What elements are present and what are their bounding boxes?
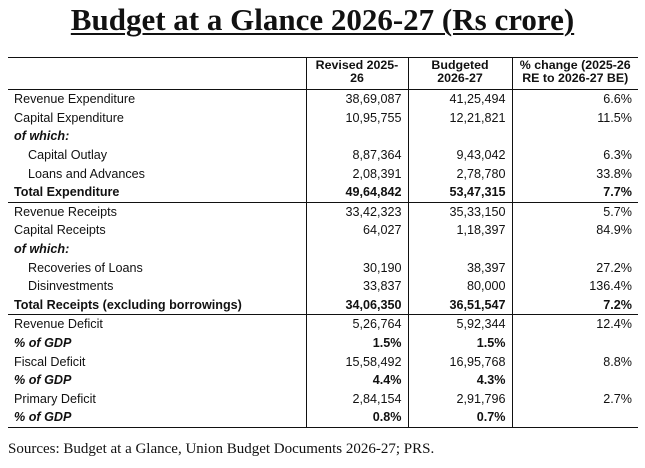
- revised-value: 2,84,154: [306, 390, 408, 409]
- change-value: 84.9%: [512, 221, 638, 240]
- row-label: of which:: [14, 129, 70, 144]
- header-budgeted: Budgeted 2026-27: [408, 58, 512, 90]
- table-row: [8, 258, 638, 277]
- row-label: Total Expenditure: [8, 183, 306, 202]
- revised-value: 49,64,842: [306, 183, 408, 202]
- row-label: Capital Outlay: [28, 148, 108, 163]
- budgeted-value: 41,25,494: [408, 90, 512, 109]
- revised-value: 4.4%: [306, 371, 408, 390]
- row-label: % of GDP: [14, 373, 72, 388]
- change-value: 33.8%: [512, 164, 638, 183]
- change-value: 7.7%: [512, 183, 638, 202]
- change-value: [512, 240, 638, 259]
- revised-value: 8,87,364: [306, 146, 408, 165]
- table-row: [8, 221, 638, 240]
- table-row-gdp: [8, 371, 638, 390]
- change-value: 12.4%: [512, 315, 638, 334]
- revised-value: [306, 127, 408, 146]
- row-label: Capital Expenditure: [14, 110, 124, 125]
- table-row-total: [8, 183, 638, 202]
- revised-value: 2,08,391: [306, 164, 408, 183]
- row-label: Revenue Receipts: [14, 204, 117, 219]
- revised-value: [306, 240, 408, 259]
- change-value: 136.4%: [512, 277, 638, 296]
- row-label: Recoveries of Loans: [28, 260, 143, 275]
- change-value: 8.8%: [512, 352, 638, 371]
- table-row: [8, 127, 638, 146]
- row-label: Disinvestments: [28, 279, 114, 294]
- source-note: Sources: Budget at a Glance, Union Budget Documents 2026-27; PRS.: [8, 441, 435, 457]
- table-row-gdp: [8, 408, 638, 427]
- table-row: [8, 202, 638, 221]
- budgeted-value: 1,18,397: [408, 221, 512, 240]
- row-label: Fiscal Deficit: [14, 354, 86, 369]
- budgeted-value: 16,95,768: [408, 352, 512, 371]
- change-value: 7.2%: [512, 296, 638, 315]
- table-row: [8, 164, 638, 183]
- table-row-gdp: [8, 334, 638, 353]
- revised-value: 64,027: [306, 221, 408, 240]
- revised-value: 34,06,350: [306, 296, 408, 315]
- table-row: [8, 90, 638, 109]
- revised-value: 33,42,323: [306, 202, 408, 221]
- revised-value: 15,58,492: [306, 352, 408, 371]
- row-label: Total Receipts (excluding borrowings): [8, 296, 306, 315]
- budgeted-value: 0.7%: [408, 408, 512, 427]
- change-value: [512, 334, 638, 353]
- table-header-row: [8, 58, 638, 90]
- budgeted-value: 35,33,150: [408, 202, 512, 221]
- revised-value: 33,837: [306, 277, 408, 296]
- row-label: Primary Deficit: [14, 391, 96, 406]
- table-row: [8, 109, 638, 128]
- change-value: [512, 127, 638, 146]
- row-label: Capital Receipts: [14, 223, 106, 238]
- budgeted-value: 80,000: [408, 277, 512, 296]
- revised-value: 1.5%: [306, 334, 408, 353]
- row-label: % of GDP: [8, 408, 306, 427]
- revised-value: 5,26,764: [306, 315, 408, 334]
- header-change: % change (2025-26 RE to 2026-27 BE): [512, 58, 638, 90]
- change-value: 5.7%: [512, 202, 638, 221]
- budgeted-value: 5,92,344: [408, 315, 512, 334]
- budgeted-value: 53,47,315: [408, 183, 512, 202]
- revised-value: 10,95,755: [306, 109, 408, 128]
- table-row: [8, 352, 638, 371]
- header-label: [8, 58, 306, 90]
- table-row: [8, 315, 638, 334]
- revised-value: 38,69,087: [306, 90, 408, 109]
- row-label: Revenue Deficit: [14, 317, 103, 332]
- change-value: 6.3%: [512, 146, 638, 165]
- table-row: [8, 146, 638, 165]
- budget-table: [8, 57, 638, 428]
- change-value: 6.6%: [512, 90, 638, 109]
- budgeted-value: 38,397: [408, 258, 512, 277]
- revised-value: 0.8%: [306, 408, 408, 427]
- budgeted-value: 36,51,547: [408, 296, 512, 315]
- header-revised: Revised 2025-26: [306, 58, 408, 90]
- row-label: of which:: [14, 242, 70, 257]
- table-row: [8, 277, 638, 296]
- budgeted-value: 2,78,780: [408, 164, 512, 183]
- change-value: 11.5%: [512, 109, 638, 128]
- row-label: Revenue Expenditure: [14, 92, 136, 107]
- change-value: 27.2%: [512, 258, 638, 277]
- budgeted-value: [408, 127, 512, 146]
- budgeted-value: 9,43,042: [408, 146, 512, 165]
- table-row-total: [8, 296, 638, 315]
- budgeted-value: 1.5%: [408, 334, 512, 353]
- change-value: 2.7%: [512, 390, 638, 409]
- row-label: Loans and Advances: [28, 166, 145, 181]
- table-row: [8, 240, 638, 259]
- change-value: [512, 371, 638, 390]
- page-title: Budget at a Glance 2026-27 (Rs crore): [70, 2, 575, 37]
- row-label: % of GDP: [14, 336, 72, 351]
- change-value: [512, 408, 638, 427]
- budgeted-value: 4.3%: [408, 371, 512, 390]
- revised-value: 30,190: [306, 258, 408, 277]
- budgeted-value: 2,91,796: [408, 390, 512, 409]
- budgeted-value: 12,21,821: [408, 109, 512, 128]
- budgeted-value: [408, 240, 512, 259]
- table-row: [8, 390, 638, 409]
